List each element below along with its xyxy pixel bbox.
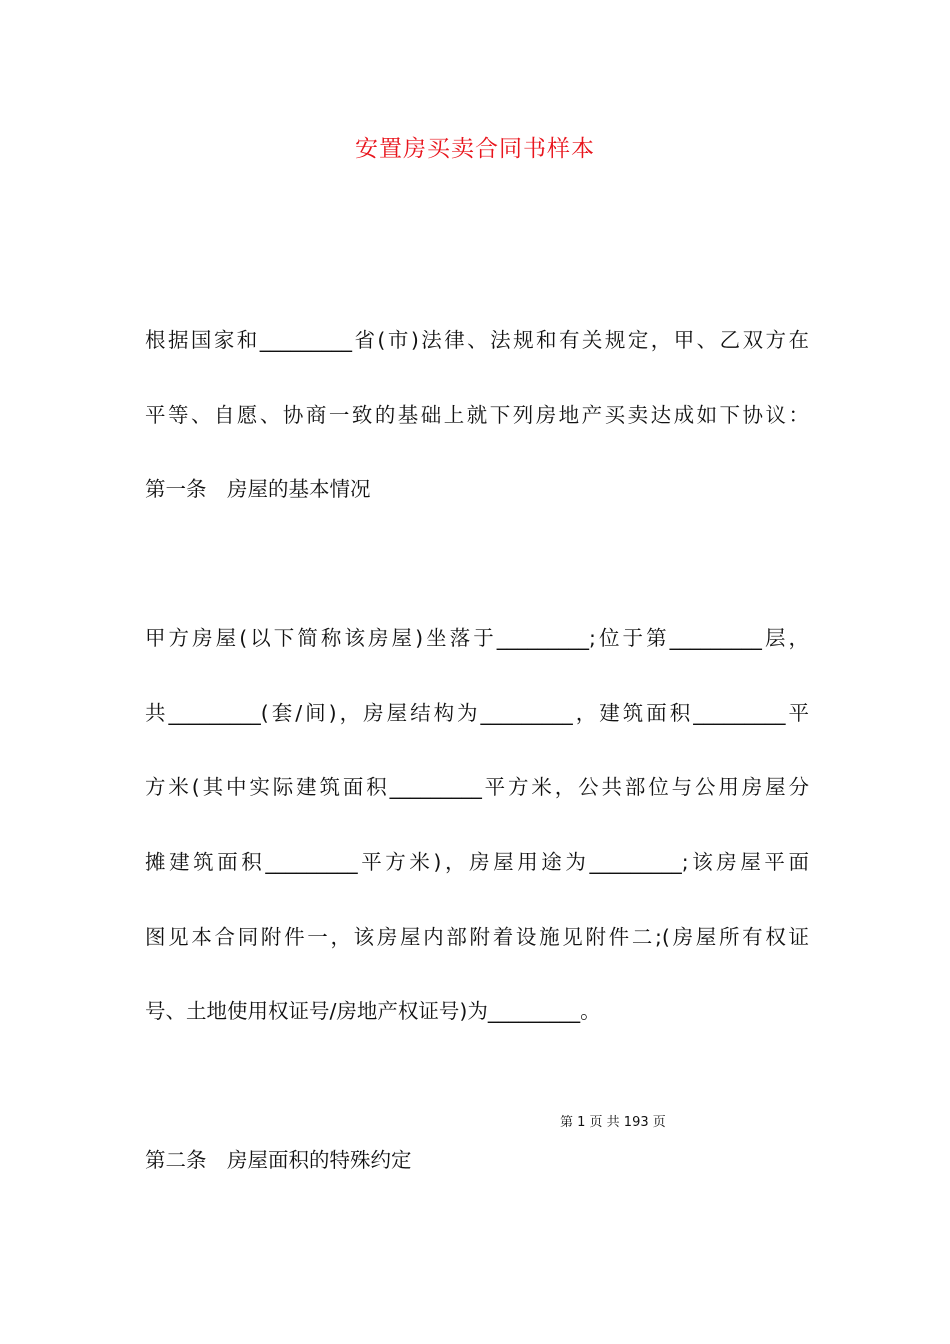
page-number-footer: 第 1 页 共 193 页: [560, 1115, 666, 1130]
article-1-heading: 第一条 房屋的基本情况: [145, 477, 371, 501]
paragraph-line-1: 根据国家和_________省(市)法律、法规和有关规定，甲、乙双方在: [145, 328, 809, 352]
document-title: 安置房买卖合同书样本: [355, 136, 595, 162]
paragraph-line-2: 平等、自愿、协商一致的基础上就下列房地产买卖达成如下协议：: [145, 403, 809, 427]
paragraph-line-5: 方米(其中实际建筑面积_________平方米，公共部位与公用房屋分: [145, 775, 809, 799]
article-2-heading: 第二条 房屋面积的特殊约定: [145, 1148, 412, 1172]
paragraph-line-6: 摊建筑面积_________平方米)，房屋用途为_________;该房屋平面: [145, 850, 809, 874]
paragraph-line-3: 甲方房屋(以下简称该房屋)坐落于_________;位于第_________层，: [145, 626, 809, 650]
paragraph-line-8: 号、土地使用权证号/房地产权证号)为_________。: [145, 999, 601, 1023]
paragraph-line-7: 图见本合同附件一，该房屋内部附着设施见附件二;(房屋所有权证: [145, 925, 809, 949]
paragraph-line-4: 共_________(套/间)，房屋结构为_________，建筑面积_________平: [145, 701, 809, 725]
